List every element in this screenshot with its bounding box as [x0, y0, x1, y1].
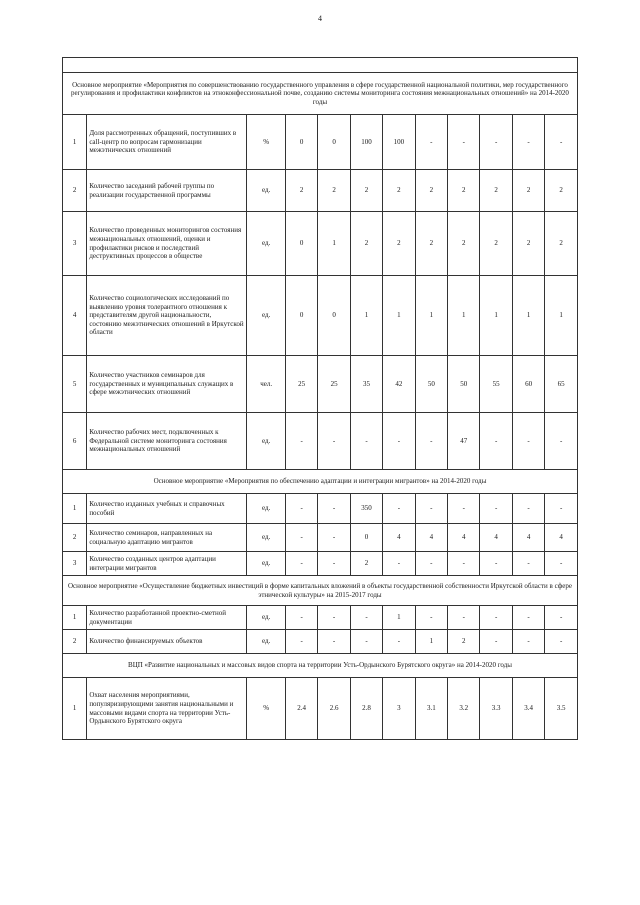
value-cell: -: [545, 115, 578, 170]
section-title: Основное мероприятие «Мероприятия по обеспечению адаптации и интеграции мигрантов» на 2014-2020 годы: [63, 470, 578, 494]
value-cell: -: [480, 494, 512, 524]
value-cell: 350: [350, 494, 382, 524]
value-cell: -: [318, 494, 350, 524]
value-cell: -: [285, 552, 317, 576]
unit-cell: %: [247, 678, 286, 740]
unit-cell: ед.: [247, 524, 286, 552]
section-header-row: [63, 654, 578, 678]
value-cell: 42: [383, 356, 415, 413]
value-cell: 3.1: [415, 678, 447, 740]
value-cell: -: [545, 494, 578, 524]
value-cell: 2: [512, 212, 544, 276]
value-cell: -: [480, 552, 512, 576]
value-cell: -: [318, 606, 350, 630]
value-cell: 3.2: [448, 678, 480, 740]
row-number: 6: [63, 413, 87, 470]
value-cell: 2: [448, 170, 480, 212]
value-cell: 4: [480, 524, 512, 552]
table-row: [63, 115, 578, 170]
value-cell: 2: [350, 170, 382, 212]
value-cell: 2: [415, 170, 447, 212]
row-number: 2: [63, 524, 87, 552]
value-cell: -: [318, 524, 350, 552]
value-cell: -: [480, 413, 512, 470]
indicator-name: Количество рабочих мест, подключенных к Федеральной системе мониторинга состояния межнациональных отношений: [87, 413, 247, 470]
page-number: 4: [318, 14, 322, 23]
value-cell: 1: [415, 276, 447, 356]
unit-cell: ед.: [247, 212, 286, 276]
value-cell: -: [545, 606, 578, 630]
value-cell: 2: [318, 170, 350, 212]
unit-cell: ед.: [247, 413, 286, 470]
indicator-name: Количество заседаний рабочей группы по реализации государственной программы: [87, 170, 247, 212]
value-cell: -: [415, 494, 447, 524]
value-cell: -: [512, 494, 544, 524]
value-cell: 2: [383, 212, 415, 276]
value-cell: 0: [285, 276, 317, 356]
unit-cell: чел.: [247, 356, 286, 413]
value-cell: 100: [383, 115, 415, 170]
row-number: 1: [63, 678, 87, 740]
value-cell: 2.4: [285, 678, 317, 740]
section-title: ВЦП «Развитие национальных и массовых видов спорта на территории Усть-Ордынского Бурятского округа» на 2014-2020 годы: [63, 654, 578, 678]
value-cell: 0: [350, 524, 382, 552]
row-number: 4: [63, 276, 87, 356]
value-cell: 2: [448, 212, 480, 276]
value-cell: -: [285, 606, 317, 630]
value-cell: 1: [350, 276, 382, 356]
row-number: 2: [63, 630, 87, 654]
value-cell: 0: [318, 115, 350, 170]
row-number: 1: [63, 606, 87, 630]
table-row: [63, 552, 578, 576]
value-cell: 35: [350, 356, 382, 413]
row-number: 1: [63, 115, 87, 170]
value-cell: 2.8: [350, 678, 382, 740]
value-cell: -: [415, 413, 447, 470]
section-header-row: [63, 576, 578, 606]
value-cell: -: [318, 413, 350, 470]
table-top-spacer: [63, 58, 578, 73]
value-cell: 1: [415, 630, 447, 654]
table-row: [63, 678, 578, 740]
value-cell: 4: [383, 524, 415, 552]
value-cell: 2: [480, 170, 512, 212]
value-cell: -: [448, 115, 480, 170]
value-cell: -: [512, 552, 544, 576]
indicator-name: Количество семинаров, направленных на социальную адаптацию мигрантов: [87, 524, 247, 552]
value-cell: -: [350, 606, 382, 630]
value-cell: 0: [285, 115, 317, 170]
value-cell: -: [448, 552, 480, 576]
unit-cell: ед.: [247, 630, 286, 654]
indicator-name: Количество изданных учебных и справочных пособий: [87, 494, 247, 524]
unit-cell: %: [247, 115, 286, 170]
value-cell: 47: [448, 413, 480, 470]
value-cell: 4: [512, 524, 544, 552]
table-row: [63, 413, 578, 470]
table-row: [63, 212, 578, 276]
value-cell: -: [545, 630, 578, 654]
indicator-name: Охват населения мероприятиями, популяризирующими занятия национальными и массовыми видами спорта на территории Усть-Ордынского Бурятского округа: [87, 678, 247, 740]
value-cell: 3: [383, 678, 415, 740]
value-cell: -: [480, 115, 512, 170]
value-cell: -: [545, 552, 578, 576]
row-number: 2: [63, 170, 87, 212]
value-cell: 1: [383, 276, 415, 356]
unit-cell: ед.: [247, 552, 286, 576]
table-row: [63, 524, 578, 552]
row-number: 3: [63, 212, 87, 276]
value-cell: 1: [545, 276, 578, 356]
value-cell: -: [285, 494, 317, 524]
indicator-name: Количество разработанной проектно-сметной документации: [87, 606, 247, 630]
section-title: Основное мероприятие «Мероприятия по совершенствованию государственного управления в сфере государственной национальной политики, мер государственного регулирования и профилактики конфликтов на этноконфессиональной почве, созданию системы мониторинга состояния межнациональных отношений» на 2014-2020 годы: [63, 73, 578, 115]
value-cell: 2: [350, 552, 382, 576]
value-cell: 25: [285, 356, 317, 413]
table-row: [63, 276, 578, 356]
value-cell: 100: [350, 115, 382, 170]
value-cell: 2: [415, 212, 447, 276]
value-cell: -: [285, 524, 317, 552]
value-cell: -: [415, 606, 447, 630]
value-cell: 60: [512, 356, 544, 413]
value-cell: -: [383, 413, 415, 470]
table-body: [63, 73, 578, 740]
unit-cell: ед.: [247, 494, 286, 524]
value-cell: -: [512, 413, 544, 470]
row-number: 3: [63, 552, 87, 576]
value-cell: 4: [448, 524, 480, 552]
value-cell: 2: [383, 170, 415, 212]
value-cell: 0: [318, 276, 350, 356]
value-cell: -: [512, 115, 544, 170]
table-row: [63, 356, 578, 413]
value-cell: 2: [545, 212, 578, 276]
indicator-name: Количество социологических исследований по выявлению уровня толерантного отношения к представителям другой национальности, состоянию межэтнических отношений в Иркутской области: [87, 276, 247, 356]
value-cell: 2: [512, 170, 544, 212]
value-cell: 50: [415, 356, 447, 413]
value-cell: -: [480, 606, 512, 630]
value-cell: 2: [545, 170, 578, 212]
value-cell: 2: [285, 170, 317, 212]
indicator-name: Количество проведенных мониторингов состояния межнациональных отношений, оценки и профилактики рисков и последствий деструктивных процессов в обществе: [87, 212, 247, 276]
value-cell: -: [383, 552, 415, 576]
value-cell: 4: [545, 524, 578, 552]
value-cell: -: [318, 630, 350, 654]
indicator-name: Количество участников семинаров для государственных и муниципальных служащих в сфере межэтнических отношений: [87, 356, 247, 413]
value-cell: -: [350, 630, 382, 654]
section-title: Основное мероприятие «Осуществление бюджетных инвестиций в форме капитальных вложений в объекты государственной собственности Иркутской области в сфере этнической культуры» на 2015-2017 годы: [63, 576, 578, 606]
value-cell: 1: [512, 276, 544, 356]
value-cell: 4: [415, 524, 447, 552]
value-cell: -: [480, 630, 512, 654]
section-header-row: [63, 73, 578, 115]
table-row: [63, 630, 578, 654]
value-cell: 65: [545, 356, 578, 413]
table-row: [63, 494, 578, 524]
value-cell: 2.6: [318, 678, 350, 740]
value-cell: 2: [480, 212, 512, 276]
indicator-name: Количество финансируемых объектов: [87, 630, 247, 654]
indicator-name: Количество созданных центров адаптации интеграции мигрантов: [87, 552, 247, 576]
value-cell: 25: [318, 356, 350, 413]
value-cell: -: [448, 494, 480, 524]
value-cell: 1: [383, 606, 415, 630]
value-cell: 1: [318, 212, 350, 276]
indicators-table: [62, 57, 578, 740]
value-cell: 3.5: [545, 678, 578, 740]
row-number: 1: [63, 494, 87, 524]
value-cell: -: [318, 552, 350, 576]
indicator-name: Доля рассмотренных обращений, поступивших в call-центр по вопросам гармонизации межэтнических отношений: [87, 115, 247, 170]
value-cell: 1: [448, 276, 480, 356]
table-row: [63, 170, 578, 212]
value-cell: 50: [448, 356, 480, 413]
value-cell: 3.4: [512, 678, 544, 740]
value-cell: -: [448, 606, 480, 630]
value-cell: -: [512, 630, 544, 654]
value-cell: 3.3: [480, 678, 512, 740]
value-cell: -: [350, 413, 382, 470]
value-cell: 2: [350, 212, 382, 276]
section-header-row: [63, 470, 578, 494]
value-cell: 1: [480, 276, 512, 356]
table-row: [63, 606, 578, 630]
unit-cell: ед.: [247, 276, 286, 356]
value-cell: -: [415, 552, 447, 576]
unit-cell: ед.: [247, 606, 286, 630]
value-cell: 2: [448, 630, 480, 654]
value-cell: -: [415, 115, 447, 170]
value-cell: -: [383, 494, 415, 524]
value-cell: -: [285, 413, 317, 470]
value-cell: 55: [480, 356, 512, 413]
row-number: 5: [63, 356, 87, 413]
value-cell: -: [512, 606, 544, 630]
value-cell: -: [285, 630, 317, 654]
unit-cell: ед.: [247, 170, 286, 212]
value-cell: 0: [285, 212, 317, 276]
value-cell: -: [545, 413, 578, 470]
value-cell: -: [383, 630, 415, 654]
